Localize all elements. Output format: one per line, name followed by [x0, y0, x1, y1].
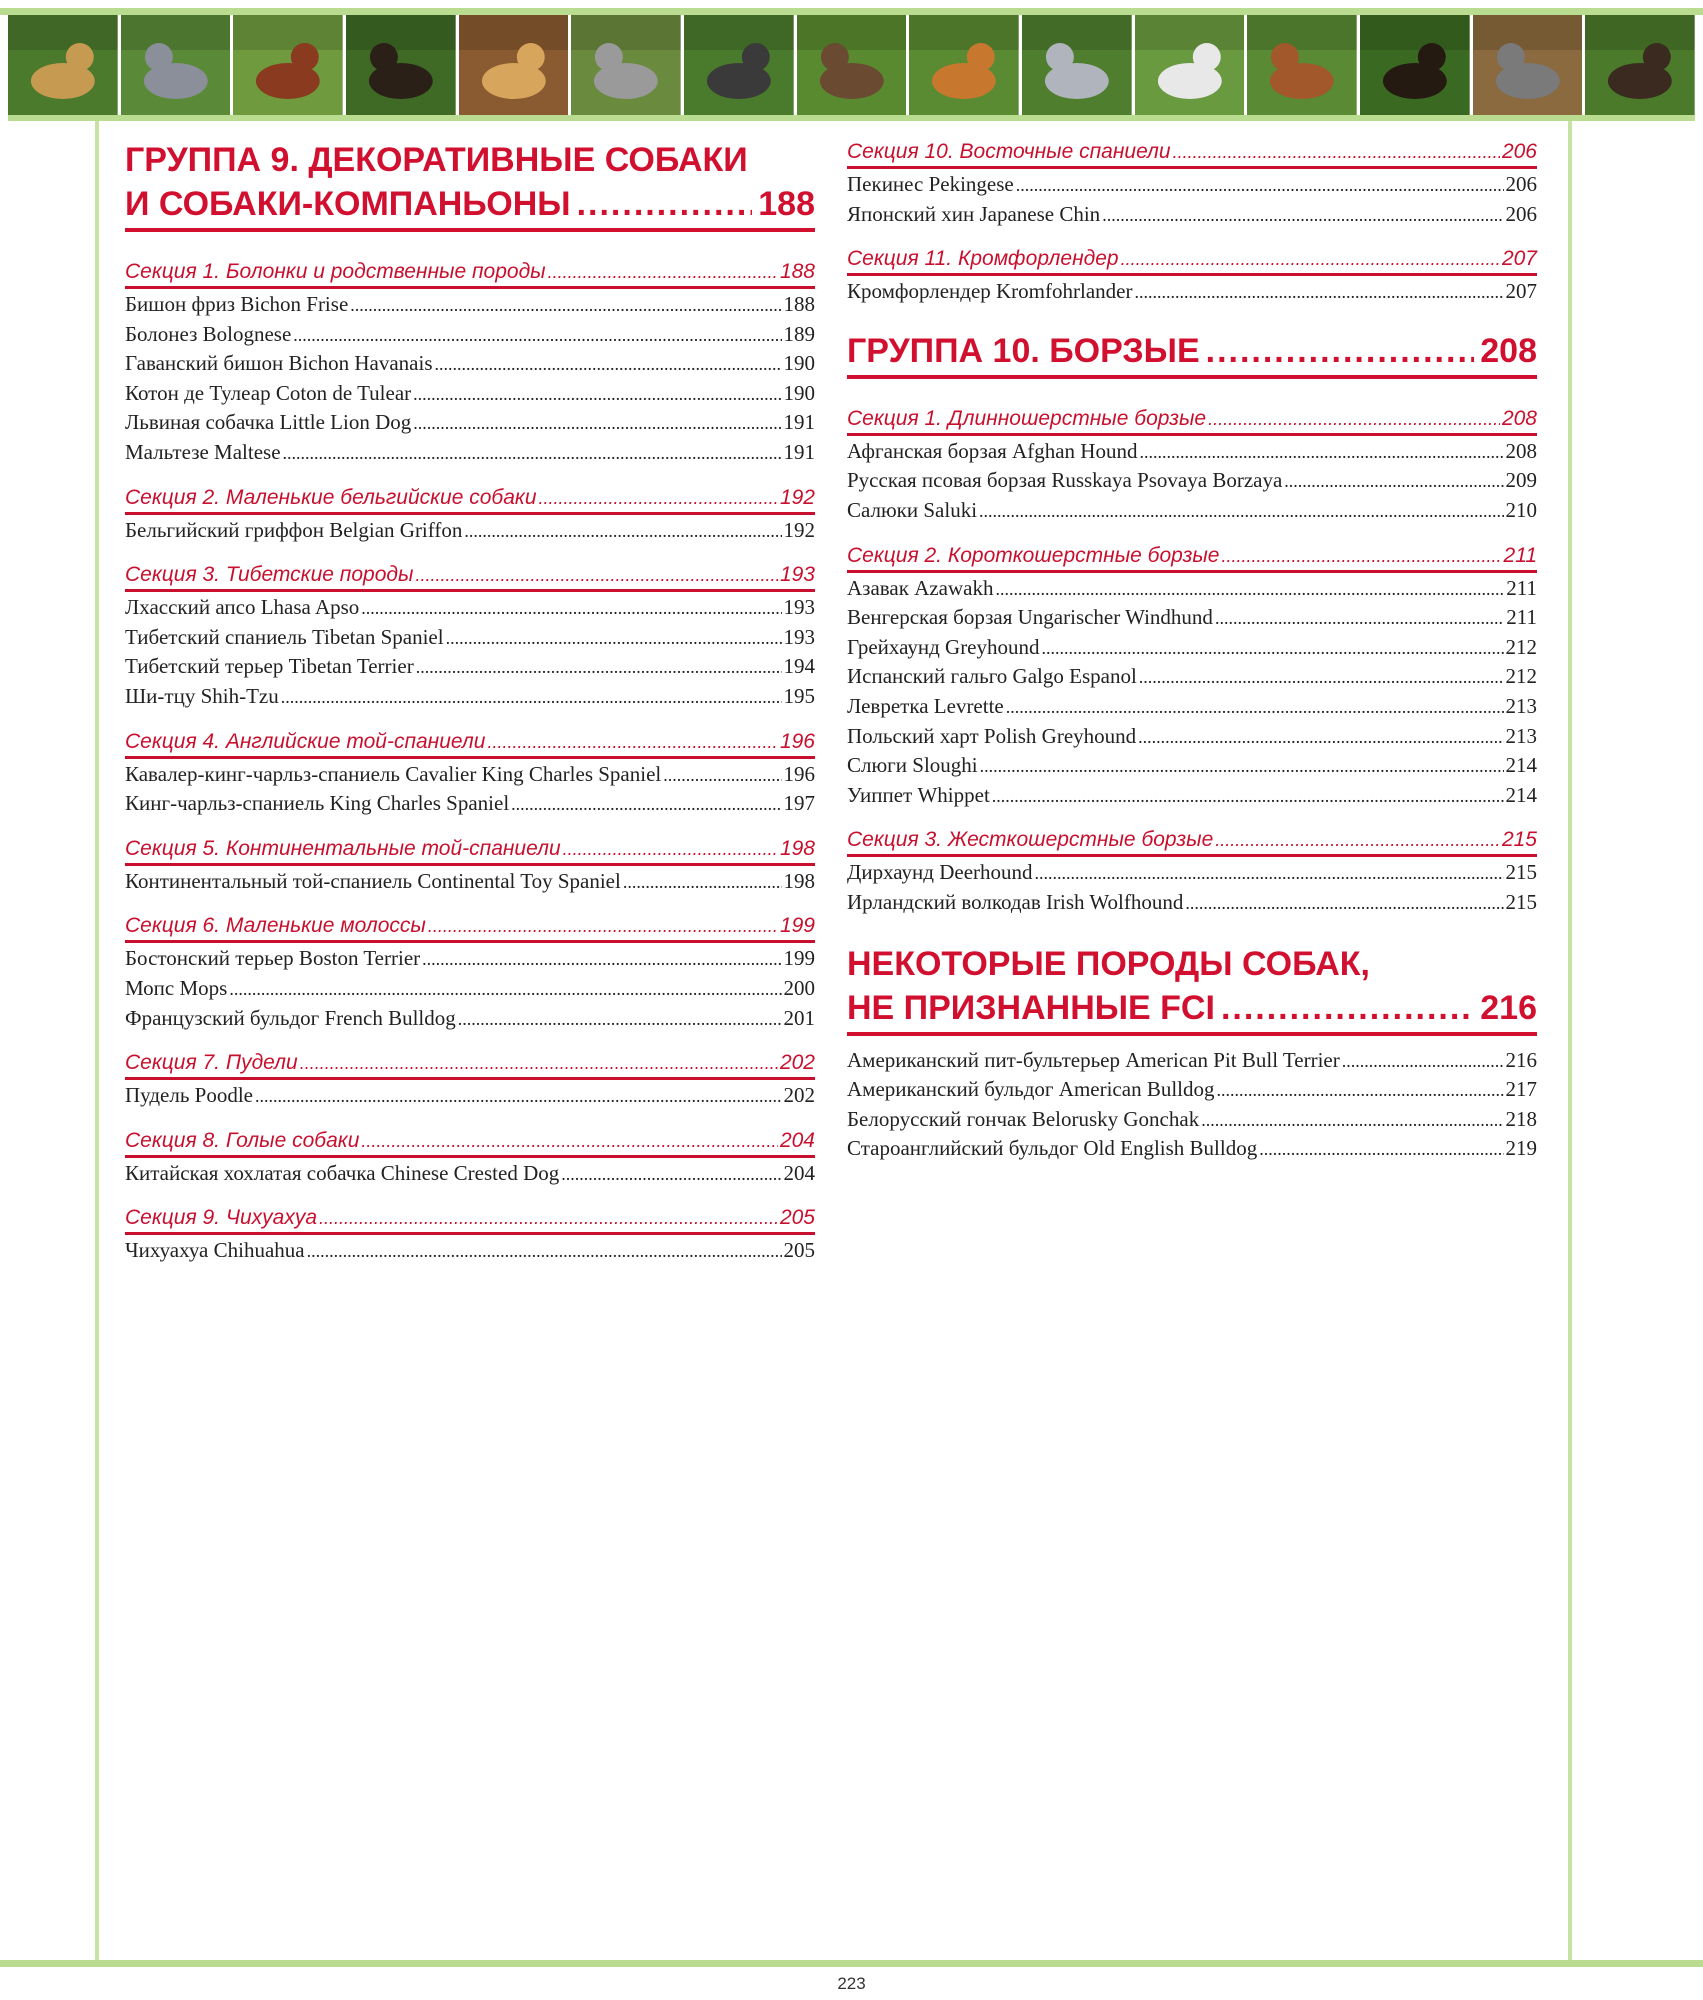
- toc-entry[interactable]: [847, 466, 1537, 496]
- entry-page: 205: [783, 1238, 815, 1263]
- entry-name: Американский пит-бультерьер American Pit Bull Terrier: [847, 1047, 1340, 1072]
- dot-leader: [413, 380, 781, 409]
- dot-leader: [413, 409, 781, 438]
- section-title[interactable]: [125, 912, 815, 943]
- entry-page: 210: [1505, 497, 1537, 522]
- section-page: 196: [779, 729, 815, 753]
- dot-leader: [663, 761, 781, 790]
- australian-shepherd-photo: [121, 15, 231, 115]
- section-title[interactable]: [847, 138, 1537, 169]
- dot-leader: [1134, 278, 1503, 307]
- entry-name: Уиппет Whippet: [847, 782, 990, 807]
- dot-leader: [1139, 663, 1504, 692]
- toc-entry[interactable]: [847, 603, 1537, 633]
- entry-name: Континентальный той-спаниель Continental Toy Spaniel: [125, 868, 621, 893]
- toc-section: [125, 484, 815, 546]
- toc-entry[interactable]: [847, 1134, 1537, 1164]
- entry-name: Французский бульдог French Bulldog: [125, 1005, 456, 1030]
- entry-page: 200: [783, 975, 815, 1000]
- entry-name: Кромфорлендер Kromfohrlander: [847, 279, 1133, 304]
- entry-name: Польский харт Polish Greyhound: [847, 723, 1137, 748]
- toc-entry[interactable]: [125, 1236, 815, 1266]
- section-title-text: Секция 1. Длинношерстные борзые: [847, 406, 1207, 430]
- entry-page: 189: [783, 321, 815, 346]
- entry-name: Пудель Poodle: [125, 1083, 253, 1108]
- entry-name: Бишон фриз Bichon Frise: [125, 292, 349, 316]
- toc-entry[interactable]: [125, 652, 815, 682]
- entry-name: Дирхаунд Deerhound: [847, 860, 1033, 885]
- section-title[interactable]: [125, 1204, 815, 1235]
- rottweiler-photo: [1360, 15, 1470, 115]
- section-page: 206: [1501, 140, 1537, 163]
- entry-name: Азавак Azawakh: [847, 575, 994, 600]
- section-title-text: Секция 2. Маленькие бельгийские собаки: [125, 485, 537, 509]
- entry-name: Кавалер-кинг-чарльз-спаниель Cavalier King Charles Spaniel: [125, 761, 662, 786]
- dot-leader: [361, 594, 781, 623]
- group-heading-line1: ГРУППА 9. ДЕКОРАТИВНЫЕ СОБАКИ: [125, 141, 748, 179]
- section-page: 192: [779, 485, 815, 509]
- toc-entry[interactable]: [125, 623, 815, 653]
- entry-name: Ши-тцу Shih-Tzu: [125, 683, 279, 708]
- dot-leader: [350, 291, 781, 320]
- chow-chow-photo: [909, 15, 1019, 115]
- dot-leader: [563, 836, 778, 863]
- toc-entry[interactable]: [847, 662, 1537, 692]
- entry-page: 192: [783, 517, 815, 542]
- entry-page: 198: [783, 868, 815, 893]
- section-page: 205: [779, 1206, 815, 1230]
- dot-leader: [281, 683, 782, 712]
- toc-entry[interactable]: [847, 200, 1537, 230]
- dot-leader: [1006, 693, 1504, 722]
- dot-leader: [255, 1082, 782, 1111]
- dot-leader: [1121, 246, 1500, 273]
- section-title-text: Секция 7. Пудели: [125, 1051, 298, 1075]
- dot-leader: [980, 752, 1504, 781]
- section-list: [847, 138, 1537, 307]
- entry-list: [847, 1046, 1537, 1164]
- section-page: 198: [779, 836, 815, 860]
- toc-entry[interactable]: [125, 320, 815, 350]
- section-title-text: Секция 10. Восточные спаниели: [847, 140, 1171, 163]
- toc-entry[interactable]: [847, 888, 1537, 918]
- toc-column-right: [847, 138, 1537, 1164]
- toc-entry[interactable]: [125, 408, 815, 438]
- pinscher-photo: [233, 15, 343, 115]
- toc-column-left: [125, 138, 815, 1282]
- section-page: 202: [779, 1051, 815, 1075]
- dot-leader: [548, 259, 778, 286]
- dot-leader: [1185, 889, 1503, 918]
- entry-name: Русская псовая борзая Russkaya Psovaya Borzaya: [847, 468, 1283, 493]
- group-heading: [125, 138, 815, 232]
- dot-leader: [1215, 604, 1504, 633]
- dot-leader: [996, 575, 1505, 604]
- dot-leader: [1035, 859, 1504, 888]
- entry-name: Японский хин Japanese Chin: [847, 201, 1101, 226]
- toc-entry[interactable]: [847, 1046, 1537, 1076]
- entry-name: Ирландский волкодав Irish Wolfhound: [847, 889, 1184, 914]
- section-title-text: Секция 1. Болонки и родственные породы: [125, 260, 546, 283]
- entry-page: 204: [783, 1160, 815, 1185]
- entry-name: Белорусский гончак Belorusky Gonchak: [847, 1106, 1200, 1131]
- entry-page: 206: [1505, 201, 1537, 226]
- toc-section: [125, 258, 815, 468]
- section-title[interactable]: [125, 484, 815, 515]
- entry-page: 215: [1505, 889, 1537, 914]
- toc-entry[interactable]: [847, 574, 1537, 604]
- entry-name: Грейхаунд Greyhound: [847, 634, 1040, 659]
- dot-leader: [623, 868, 782, 897]
- dalmatian-photo: [1135, 15, 1245, 115]
- section-title-text: Секция 3. Жесткошерстные борзые: [847, 828, 1214, 852]
- entry-page: 191: [783, 410, 815, 435]
- entry-name: Бельгийский гриффон Belgian Griffon: [125, 517, 463, 542]
- toc-entry[interactable]: [847, 437, 1537, 467]
- toc-entry[interactable]: [125, 789, 815, 819]
- dot-leader: [487, 729, 778, 756]
- entry-name: Испанский гальго Galgo Espanol: [847, 664, 1137, 689]
- entry-page: 201: [783, 1005, 815, 1030]
- page-number: 223: [837, 1974, 866, 1993]
- saluki-photo: [1247, 15, 1357, 115]
- dot-leader: [1102, 201, 1503, 230]
- great-dane-photo: [1473, 15, 1583, 115]
- entry-page: 209: [1505, 468, 1537, 493]
- dot-leader: [979, 497, 1503, 526]
- entry-page: 202: [783, 1083, 815, 1108]
- golden-retriever-photo: [8, 15, 118, 115]
- dot-leader: [1215, 827, 1500, 854]
- toc-entry[interactable]: [125, 516, 815, 546]
- section-title[interactable]: [847, 405, 1537, 436]
- toc-entry[interactable]: [847, 170, 1537, 200]
- section-title[interactable]: [125, 561, 815, 592]
- entry-page: 212: [1505, 634, 1537, 659]
- section-list: [125, 258, 815, 1266]
- dot-leader: [561, 1160, 781, 1189]
- entry-name: Мопс Mops: [125, 975, 228, 1000]
- dot-leader: [1138, 723, 1503, 752]
- toc-entry[interactable]: [125, 867, 815, 897]
- dot-leader: [293, 321, 781, 350]
- entry-name: Гаванский бишон Bichon Havanais: [125, 351, 433, 376]
- toc-entry[interactable]: [847, 722, 1537, 752]
- entry-name: Бостонский терьер Boston Terrier: [125, 946, 421, 971]
- section-title-text: Секция 9. Чихуахуа: [125, 1206, 318, 1230]
- entry-page: 197: [783, 791, 815, 816]
- entry-page: 214: [1505, 782, 1537, 807]
- toc-section: [125, 728, 815, 819]
- section-page: 208: [1501, 406, 1537, 430]
- entry-page: 217: [1505, 1077, 1537, 1102]
- dot-leader: [300, 1050, 778, 1077]
- dot-leader: [1042, 634, 1504, 663]
- entry-page: 190: [783, 351, 815, 376]
- kelpie-photo: [346, 15, 456, 115]
- toc-section: [847, 245, 1537, 307]
- toc-entry[interactable]: [125, 1081, 815, 1111]
- entry-page: 211: [1506, 575, 1537, 600]
- entry-name: Львиная собачка Little Lion Dog: [125, 410, 412, 435]
- toc-entry[interactable]: [847, 692, 1537, 722]
- collie-puppies-photo: [797, 15, 907, 115]
- section-title[interactable]: [125, 728, 815, 759]
- entry-page: 213: [1505, 693, 1537, 718]
- entry-page: 193: [783, 624, 815, 649]
- husky-puppy-photo: [684, 15, 794, 115]
- dot-leader: [992, 782, 1504, 811]
- section-title[interactable]: [125, 1127, 815, 1158]
- section-title[interactable]: [125, 258, 815, 289]
- group-heading: [847, 329, 1537, 379]
- group-heading-page: 208: [1480, 331, 1537, 370]
- entry-page: 188: [783, 292, 815, 316]
- dot-leader: [1173, 139, 1500, 166]
- toc-section: [125, 1127, 815, 1189]
- entry-page: 216: [1505, 1047, 1537, 1072]
- dot-leader: [511, 790, 781, 819]
- toc-section: [125, 1204, 815, 1266]
- toc-entry[interactable]: [847, 781, 1537, 811]
- dot-leader: [539, 485, 778, 512]
- dot-leader: [464, 517, 781, 546]
- toc-entry[interactable]: [847, 858, 1537, 888]
- section-list: [847, 405, 1537, 918]
- group-heading-title: ГРУППА 10. БОРЗЫЕ: [847, 331, 1200, 370]
- entry-name: Салюки Saluki: [847, 497, 978, 522]
- dot-leader: [415, 562, 778, 589]
- entry-name: Чихуахуа Chihuahua: [125, 1238, 305, 1263]
- dot-leader: [1208, 406, 1500, 433]
- entry-name: Слюги Sloughi: [847, 753, 978, 778]
- dot-leader: [1139, 438, 1503, 467]
- banner-border: [8, 115, 1695, 121]
- dot-leader: [283, 439, 782, 468]
- entry-name: Котон де Тулеар Coton de Tulear: [125, 380, 412, 405]
- toc-entry[interactable]: [847, 1105, 1537, 1135]
- entry-page: 196: [783, 761, 815, 786]
- toc-section: [847, 405, 1537, 526]
- toc-entry[interactable]: [847, 633, 1537, 663]
- entry-page: 194: [783, 654, 815, 679]
- dot-leader: [1259, 1135, 1503, 1164]
- section-title-text: Секция 11. Кромфорлендер: [847, 247, 1119, 271]
- section-page: 211: [1503, 543, 1537, 567]
- toc-entry[interactable]: [847, 277, 1537, 307]
- section-title[interactable]: [847, 542, 1537, 573]
- left-margin-rule: [95, 121, 99, 1962]
- group-heading: [847, 942, 1537, 1036]
- right-margin-rule: [1568, 121, 1572, 1962]
- entry-page: 218: [1505, 1106, 1537, 1131]
- toc-entry[interactable]: [125, 349, 815, 379]
- dot-leader: [361, 1128, 778, 1155]
- section-page: 193: [779, 563, 815, 587]
- section-page: 215: [1501, 828, 1537, 852]
- dot-leader: [1217, 1076, 1504, 1105]
- dot-leader: [229, 975, 781, 1004]
- dot-leader: [307, 1237, 782, 1266]
- section-title-text: Секция 3. Тибетские породы: [125, 563, 414, 587]
- group-heading-page: 216: [1480, 988, 1537, 1027]
- toc-entry[interactable]: [125, 944, 815, 974]
- entry-name: Мальтезе Maltese: [125, 439, 281, 464]
- entry-name: Китайская хохлатая собачка Chinese Crested Dog: [125, 1160, 560, 1185]
- dog-photo-banner: [8, 15, 1695, 115]
- entry-name: Тибетский спаниель Tibetan Spaniel: [125, 624, 444, 649]
- section-page: 199: [779, 914, 815, 938]
- toc-section: [847, 542, 1537, 811]
- entry-name: Венгерская борзая Ungarischer Windhund: [847, 605, 1213, 630]
- group-heading-line2: НЕ ПРИЗНАННЫЕ FCI: [847, 988, 1215, 1027]
- group-heading-line2: И СОБАКИ-КОМПАНЬОНЫ: [125, 185, 571, 223]
- section-title[interactable]: [125, 1049, 815, 1080]
- entry-page: 207: [1505, 279, 1537, 304]
- toc-section: [125, 835, 815, 897]
- entry-page: 190: [783, 380, 815, 405]
- top-border: [0, 8, 1703, 15]
- mastiff-puppies-photo: [1585, 15, 1695, 115]
- entry-page: 208: [1505, 438, 1537, 463]
- section-title[interactable]: [847, 826, 1537, 857]
- dot-leader: [446, 624, 782, 653]
- entry-page: 215: [1505, 860, 1537, 885]
- entry-name: Староанглийский бульдог Old English Bulldog: [847, 1136, 1258, 1161]
- entry-name: Болонез Bolognese: [125, 321, 292, 346]
- dot-leader: [319, 1205, 778, 1232]
- toc-entry[interactable]: [125, 682, 815, 712]
- dot-leader: [1016, 171, 1504, 200]
- section-title-text: Секция 4. Английские той-спаниели: [125, 729, 486, 753]
- husky-photo: [571, 15, 681, 115]
- section-title-text: Секция 8. Голые собаки: [125, 1128, 360, 1152]
- toc-entry[interactable]: [125, 974, 815, 1004]
- entry-page: 199: [783, 946, 815, 971]
- section-title[interactable]: [847, 245, 1537, 276]
- toc-entry[interactable]: [125, 290, 815, 320]
- dot-leader: [1221, 543, 1501, 570]
- entry-page: 193: [783, 595, 815, 620]
- toc-section: [125, 1049, 815, 1111]
- section-title[interactable]: [125, 835, 815, 866]
- entry-page: 206: [1505, 172, 1537, 196]
- dot-leader: [428, 913, 778, 940]
- toc-entry[interactable]: [125, 379, 815, 409]
- dot-leader: [1284, 467, 1503, 496]
- entry-name: Пекинес Pekingese: [847, 172, 1014, 196]
- labrador-photo: [459, 15, 569, 115]
- section-title-text: Секция 6. Маленькие молоссы: [125, 914, 426, 938]
- section-title-text: Секция 2. Короткошерстные борзые: [847, 543, 1220, 567]
- entry-name: Американский бульдог American Bulldog: [847, 1077, 1215, 1102]
- toc-entry[interactable]: [125, 593, 815, 623]
- toc-entry[interactable]: [847, 496, 1537, 526]
- entry-page: 212: [1505, 664, 1537, 689]
- entry-name: Левретка Levrette: [847, 693, 1004, 718]
- toc-section: [125, 561, 815, 711]
- entry-page: 219: [1505, 1136, 1537, 1161]
- entry-page: 213: [1505, 723, 1537, 748]
- toc-entry[interactable]: [847, 1075, 1537, 1105]
- toc-entry[interactable]: [125, 760, 815, 790]
- entry-page: 214: [1505, 753, 1537, 778]
- entry-name: Афганская борзая Afghan Hound: [847, 438, 1138, 463]
- entry-page: 211: [1506, 605, 1537, 630]
- dot-leader: [1342, 1047, 1504, 1076]
- group-heading-line1: НЕКОТОРЫЕ ПОРОДЫ СОБАК,: [847, 944, 1370, 983]
- toc-entry[interactable]: [847, 751, 1537, 781]
- toc-section: [125, 912, 815, 1033]
- section-page: 188: [779, 260, 815, 283]
- section-title-text: Секция 5. Континентальные той-спаниели: [125, 836, 561, 860]
- entry-name: Тибетский терьер Tibetan Terrier: [125, 654, 414, 679]
- entry-page: 195: [783, 683, 815, 708]
- sheltie-photo: [1022, 15, 1132, 115]
- entry-page: 191: [783, 439, 815, 464]
- section-page: 204: [779, 1128, 815, 1152]
- group-heading-page: 188: [758, 185, 815, 223]
- dot-leader: [422, 945, 781, 974]
- toc-entry[interactable]: [125, 1004, 815, 1034]
- toc-section: [847, 826, 1537, 917]
- dot-leader: [416, 653, 782, 682]
- entry-name: Кинг-чарльз-спаниель King Charles Spaniel: [125, 791, 510, 816]
- toc-entry[interactable]: [125, 1159, 815, 1189]
- dot-leader: [1201, 1106, 1503, 1135]
- entry-name: Лхасский апсо Lhasa Apso: [125, 595, 360, 620]
- toc-section: [847, 138, 1537, 229]
- section-page: 207: [1501, 247, 1537, 271]
- dot-leader: [435, 350, 782, 379]
- dot-leader: [458, 1005, 782, 1034]
- toc-entry[interactable]: [125, 438, 815, 468]
- bottom-border: [0, 1960, 1703, 1967]
